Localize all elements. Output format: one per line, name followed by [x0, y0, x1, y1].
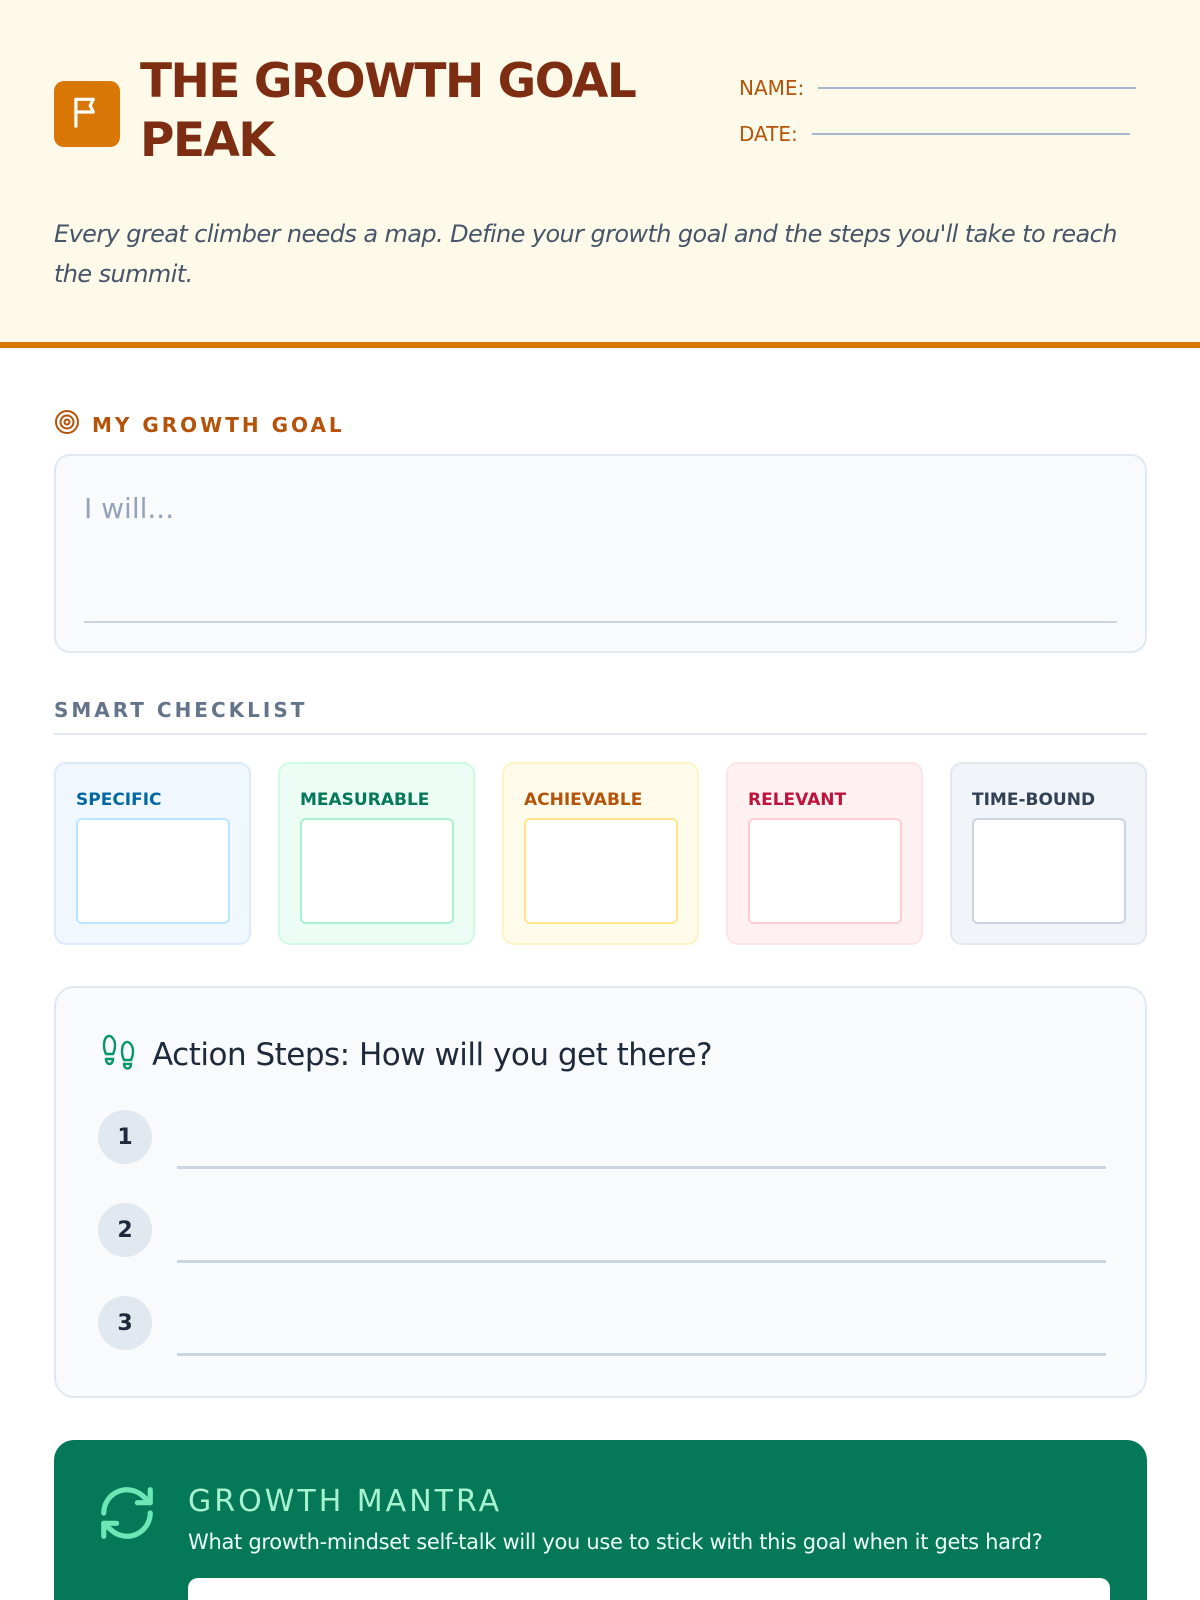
- name-label: NAME:: [739, 76, 805, 100]
- smart-heading: SMART CHECKLIST: [54, 698, 308, 722]
- flag-icon: [68, 93, 106, 136]
- mantra-prompt: What growth-mindset self-talk will you use to stick with this goal when it gets hard?: [188, 1530, 1043, 1554]
- smart-field-achievable[interactable]: [524, 818, 678, 924]
- mantra-heading: GROWTH MANTRA: [188, 1484, 503, 1519]
- smart-label-specific: SPECIFIC: [76, 790, 162, 810]
- goal-placeholder: I will...: [84, 492, 175, 525]
- goal-heading-text: MY GROWTH GOAL: [92, 412, 345, 437]
- goal-heading: [54, 409, 345, 440]
- smart-card-achievable: [502, 762, 699, 945]
- action-steps-panel: [54, 986, 1147, 1398]
- smart-card-specific: [54, 762, 251, 945]
- goal-input[interactable]: [54, 454, 1147, 653]
- action-steps-heading: [100, 1032, 712, 1078]
- smart-label-achievable: ACHIEVABLE: [524, 790, 643, 810]
- smart-divider: [54, 733, 1147, 735]
- footprints-icon: [100, 1032, 152, 1078]
- smart-field-specific[interactable]: [76, 818, 230, 924]
- name-line[interactable]: [818, 87, 1136, 89]
- action-steps-heading-text: Action Steps: How will you get there?: [152, 1037, 713, 1073]
- smart-label-relevant: RELEVANT: [748, 790, 847, 810]
- smart-field-relevant[interactable]: [748, 818, 902, 924]
- page-title: THE GROWTH GOAL PEAK: [140, 54, 636, 168]
- goal-writing-line: [84, 621, 1117, 623]
- date-label: DATE:: [739, 122, 798, 146]
- name-field[interactable]: [739, 76, 1136, 100]
- worksheet-header: [0, 0, 1200, 348]
- smart-field-time-bound[interactable]: [972, 818, 1126, 924]
- step-line-2[interactable]: [177, 1260, 1106, 1263]
- step-line-1[interactable]: [177, 1166, 1106, 1169]
- smart-label-time-bound: TIME-BOUND: [972, 790, 1096, 810]
- smart-label-measurable: MEASURABLE: [300, 790, 430, 810]
- step-line-3[interactable]: [177, 1353, 1106, 1356]
- smart-field-measurable[interactable]: [300, 818, 454, 924]
- step-number-2: 2: [98, 1203, 152, 1257]
- date-field[interactable]: [739, 122, 1130, 146]
- growth-mantra-panel: [54, 1440, 1147, 1600]
- date-line[interactable]: [812, 133, 1130, 135]
- smart-card-relevant: [726, 762, 923, 945]
- mantra-input[interactable]: [188, 1578, 1110, 1600]
- smart-card-measurable: [278, 762, 475, 945]
- smart-card-time-bound: [950, 762, 1147, 945]
- logo-badge: [54, 81, 120, 147]
- step-number-3: 3: [98, 1296, 152, 1350]
- page-subtitle: Every great climber needs a map. Define your growth goal and the steps you'll take to reach the summit.: [54, 220, 1117, 288]
- target-icon: [54, 409, 92, 440]
- step-number-1: 1: [98, 1110, 152, 1164]
- refresh-icon: [96, 1482, 158, 1549]
